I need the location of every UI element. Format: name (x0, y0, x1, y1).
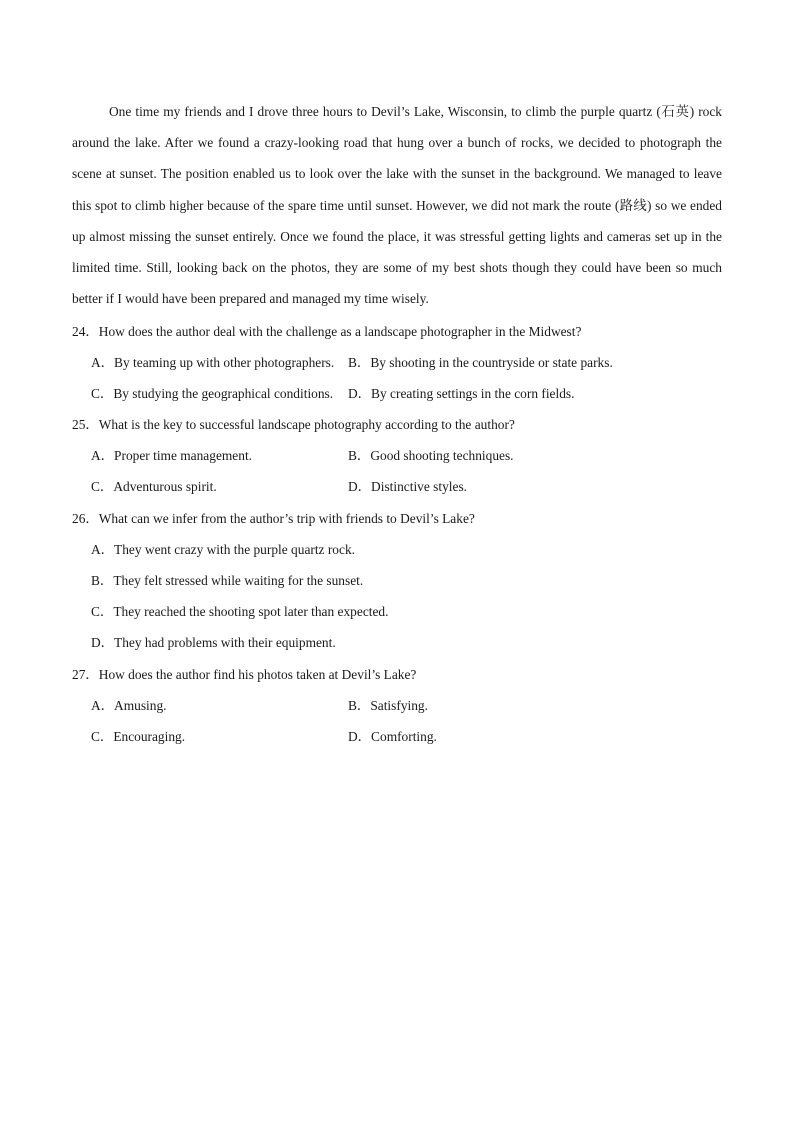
question-26-option-a: A．They went crazy with the purple quartz rock. (91, 542, 355, 557)
question-24-stem: 24．How does the author deal with the challenge as a landscape photographer in the Midwest? (72, 324, 582, 339)
question-27-option-a: A．Amusing. (91, 698, 167, 713)
question-24-option-d: D．By creating settings in the corn fields. (348, 386, 575, 401)
question-27-option-c: C．Encouraging. (91, 729, 186, 744)
question-24-option-a: A．By teaming up with other photographers. (91, 355, 335, 370)
question-27-option-b: B．Satisfying. (348, 698, 428, 713)
question-25-stem: 25．What is the key to successful landscape photography according to the author? (72, 417, 515, 432)
question-25-option-a: A．Proper time management. (91, 448, 253, 463)
question-26-option-d: D．They had problems with their equipment. (91, 635, 336, 650)
question-25-option-b: B．Good shooting techniques. (348, 448, 514, 463)
question-27-option-d: D．Comforting. (348, 729, 437, 744)
question-26-option-b: B．They felt stressed while waiting for the sunset. (91, 573, 364, 588)
passage-paragraph: One time my friends and I drove three hours to Devil’s Lake, Wisconsin, to climb the purple quartz (石英) rock around the lake. After we found a crazy-looking road that hung over a bunch of rocks, we decided to photograph the scene at sunset. The position enabled us to look over the lake with the sunset in the background. We managed to leave this spot to climb higher because of the spare time until sunset. However, we did not mark the route (路线) so we ended up almost missing the sunset entirely. Once we found the place, it was stressful getting lights and cameras set up in the limited time. Still, looking back on the photos, they are some of my best shots though they could have been so much better if I would have been prepared and managed my time wisely. (72, 104, 722, 307)
question-26-stem: 26．What can we infer from the author’s trip with friends to Devil’s Lake? (72, 511, 475, 526)
question-26-option-c: C．They reached the shooting spot later than expected. (91, 604, 389, 619)
question-25-option-d: D．Distinctive styles. (348, 479, 468, 494)
question-24-option-b: B．By shooting in the countryside or state parks. (348, 355, 613, 370)
question-27-stem: 27．How does the author find his photos taken at Devil’s Lake? (72, 667, 417, 682)
question-24-option-c: C．By studying the geographical conditions. (91, 386, 334, 401)
question-25-option-c: C．Adventurous spirit. (91, 479, 217, 494)
